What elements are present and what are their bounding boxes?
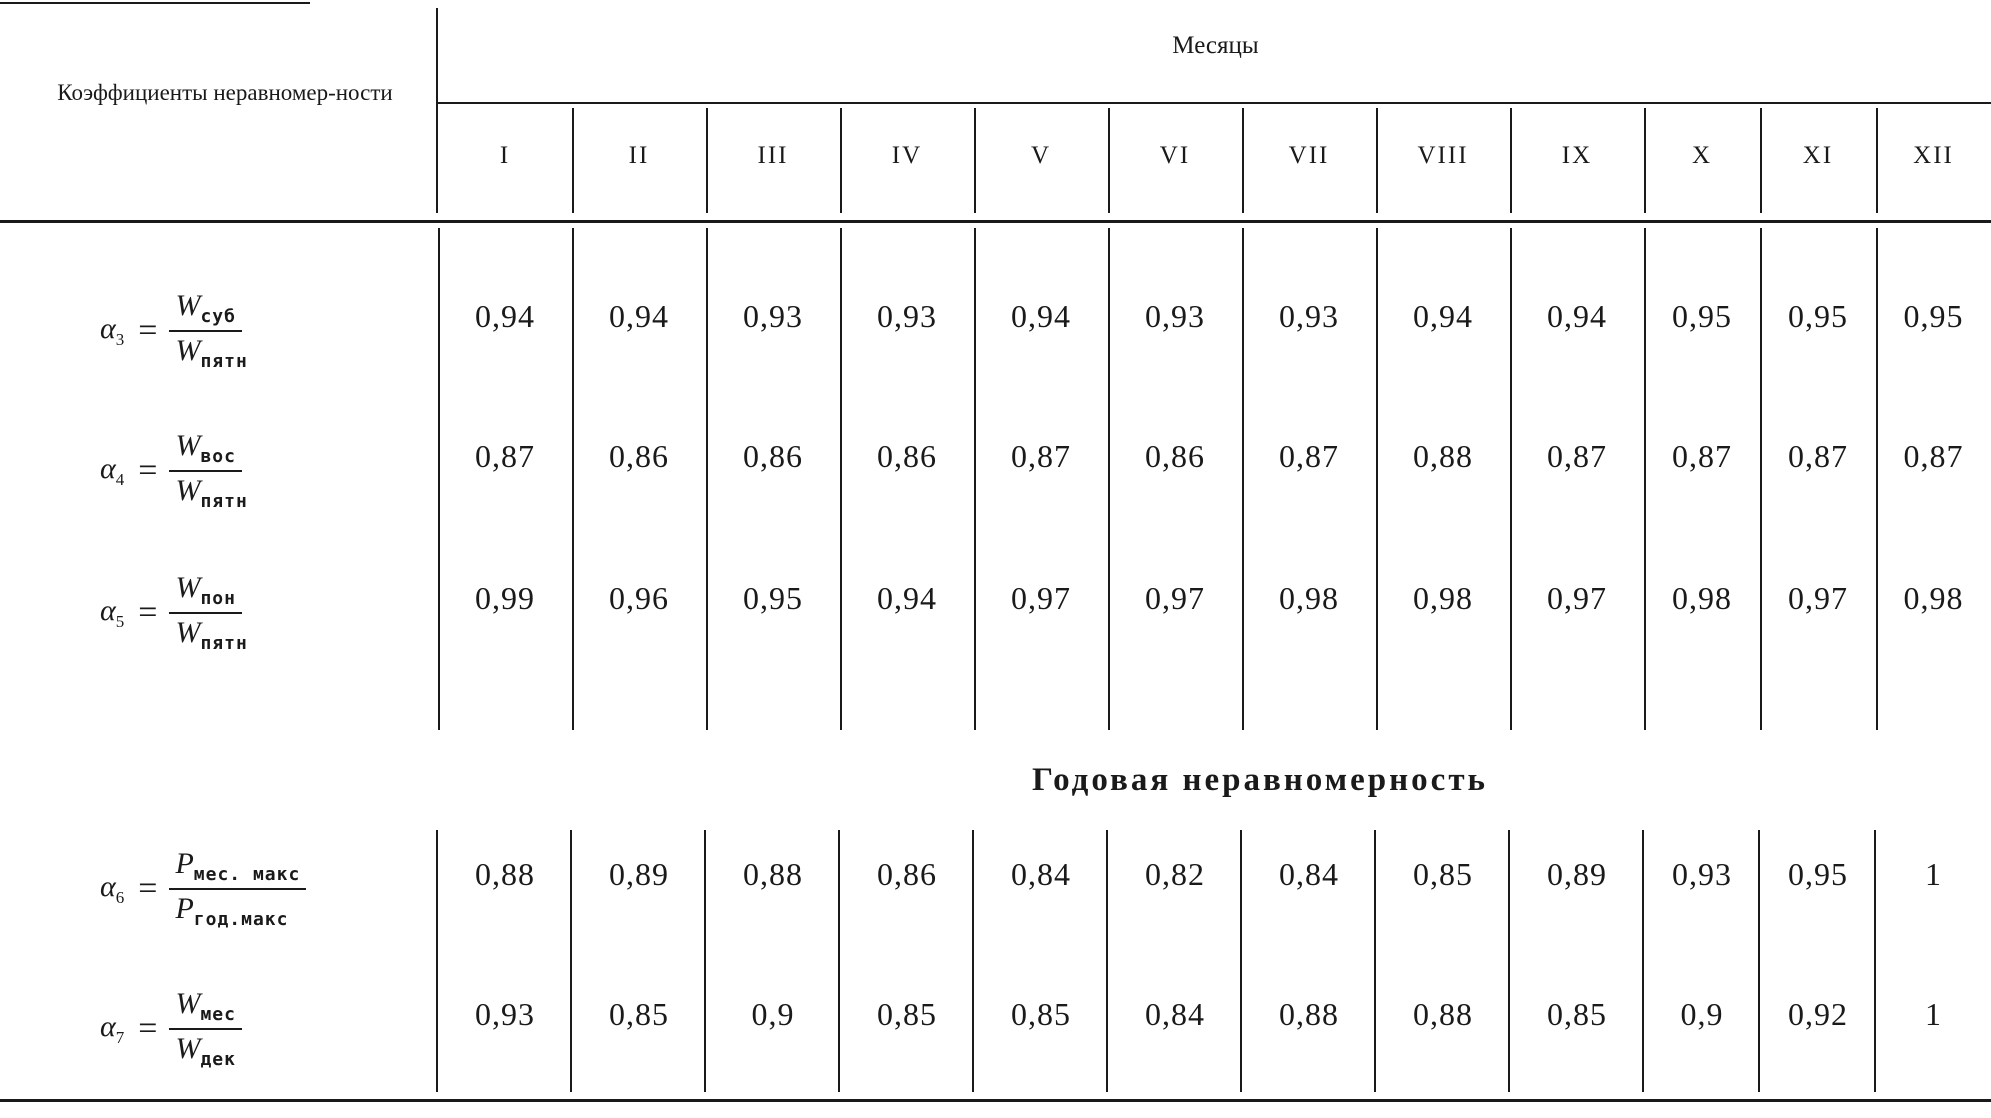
table-cell: 0,93 bbox=[475, 996, 535, 1032]
table-cell: 0,87 bbox=[1547, 438, 1607, 474]
table-cell: 0,87 bbox=[1011, 438, 1071, 474]
month-header-12: XII bbox=[1913, 142, 1954, 169]
month-header-10: X bbox=[1691, 142, 1713, 169]
fraction bbox=[169, 290, 253, 372]
table-cell: 0,88 bbox=[743, 856, 803, 892]
numerator: $W_{суб}$ bbox=[169, 290, 242, 332]
month-header-5: V bbox=[1030, 142, 1052, 169]
table-cell: 0,97 bbox=[1788, 580, 1848, 616]
denominator: $P_{год.макс}$ bbox=[175, 891, 289, 930]
table-cell: 1 bbox=[1925, 996, 1942, 1032]
fraction bbox=[169, 430, 253, 512]
equals-sign: = bbox=[138, 1009, 158, 1047]
month-header-3: III bbox=[757, 142, 789, 169]
table-cell: 0,93 bbox=[743, 298, 803, 334]
fraction bbox=[169, 848, 306, 930]
table-cell: 0,84 bbox=[1145, 996, 1205, 1032]
table-cell: 0,94 bbox=[1011, 298, 1071, 334]
month-header-column-line bbox=[572, 108, 574, 213]
table-cell: 0,98 bbox=[1672, 580, 1732, 616]
table-cell: 0,88 bbox=[1413, 996, 1473, 1032]
table-cell: 0,87 bbox=[475, 438, 535, 474]
table-cell: 0,85 bbox=[1413, 856, 1473, 892]
table-cell: 0,99 bbox=[475, 580, 535, 616]
month-header-column-line bbox=[1760, 108, 1762, 213]
table-cell: 0,87 bbox=[1279, 438, 1339, 474]
table-cell: 0,84 bbox=[1279, 856, 1339, 892]
fraction bbox=[169, 572, 253, 654]
coefficients-header: Коэффициенты неравномер-ности bbox=[57, 80, 393, 105]
equals-sign: = bbox=[138, 593, 158, 631]
table-cell: 0,92 bbox=[1788, 996, 1848, 1032]
month-header-6: VI bbox=[1159, 142, 1191, 169]
table-cell: 0,89 bbox=[1547, 856, 1607, 892]
month-header-11: XI bbox=[1802, 142, 1834, 169]
month-header-1: I bbox=[499, 142, 511, 169]
equals-sign: = bbox=[138, 869, 158, 907]
alpha-symbol: $\alpha_4$ bbox=[100, 451, 125, 489]
table-cell: 0,85 bbox=[1547, 996, 1607, 1032]
alpha-symbol: $\alpha_6$ bbox=[100, 869, 125, 907]
table-cell: 0,87 bbox=[1788, 438, 1848, 474]
months-divider-rule bbox=[438, 102, 1991, 104]
table-cell: 0,95 bbox=[743, 580, 803, 616]
months-header: Месяцы bbox=[1172, 32, 1259, 59]
denominator: $W_{пятн}$ bbox=[175, 615, 248, 654]
table-cell: 0,97 bbox=[1145, 580, 1205, 616]
top-rule bbox=[0, 2, 310, 4]
table-cell: 0,86 bbox=[877, 438, 937, 474]
table-cell: 0,95 bbox=[1903, 298, 1964, 334]
table-cell: 0,9 bbox=[751, 996, 795, 1032]
table-cell: 0,87 bbox=[1672, 438, 1732, 474]
month-header-column-line bbox=[974, 108, 976, 213]
table-cell: 0,94 bbox=[475, 298, 535, 334]
table-cell: 0,98 bbox=[1413, 580, 1473, 616]
numerator: $W_{вос}$ bbox=[169, 430, 242, 472]
month-header-column-line bbox=[706, 108, 708, 213]
table-cell: 0,93 bbox=[1672, 856, 1732, 892]
month-header-column-line bbox=[1376, 108, 1378, 213]
table-cell: 0,97 bbox=[1011, 580, 1071, 616]
coefficient-formula bbox=[100, 988, 242, 1070]
table-cell: 0,88 bbox=[1279, 996, 1339, 1032]
alpha-symbol: $\alpha_5$ bbox=[100, 593, 125, 631]
month-header-column-line bbox=[1644, 108, 1646, 213]
table-cell: 0,85 bbox=[1011, 996, 1071, 1032]
table-cell: 0,96 bbox=[609, 580, 669, 616]
table-cell: 0,93 bbox=[1279, 298, 1339, 334]
denominator: $W_{пятн}$ bbox=[175, 473, 248, 512]
table-cell: 0,88 bbox=[475, 856, 535, 892]
table-cell: 0,86 bbox=[743, 438, 803, 474]
numerator: $P_{мес. макс}$ bbox=[169, 848, 306, 890]
table-cell: 0,94 bbox=[609, 298, 669, 334]
month-header-7: VII bbox=[1288, 142, 1330, 169]
table-cell: 0,94 bbox=[1413, 298, 1473, 334]
table-cell: 0,82 bbox=[1145, 856, 1205, 892]
section-title-text: Годовая неравномерность bbox=[1032, 762, 1488, 798]
table-cell: 0,88 bbox=[1413, 438, 1473, 474]
header-bottom-rule bbox=[0, 220, 1991, 223]
table-cell: 0,98 bbox=[1903, 580, 1964, 616]
numerator: $W_{пон}$ bbox=[169, 572, 242, 614]
equals-sign: = bbox=[138, 451, 158, 489]
table-cell: 0,94 bbox=[1547, 298, 1607, 334]
header-column-line bbox=[436, 8, 438, 213]
coefficient-formula bbox=[100, 572, 254, 654]
fraction bbox=[169, 988, 242, 1070]
table-cell: 0,97 bbox=[1547, 580, 1607, 616]
month-header-column-line bbox=[1242, 108, 1244, 213]
month-header-2: II bbox=[628, 142, 650, 169]
table-cell: 0,86 bbox=[1145, 438, 1205, 474]
table-cell: 0,95 bbox=[1788, 856, 1848, 892]
table-cell: 0,93 bbox=[877, 298, 937, 334]
month-header-8: VIII bbox=[1417, 142, 1469, 169]
month-header-column-line bbox=[1510, 108, 1512, 213]
month-header-column-line bbox=[840, 108, 842, 213]
table-cell: 0,84 bbox=[1011, 856, 1071, 892]
month-header-column-line bbox=[1108, 108, 1110, 213]
coefficient-formula bbox=[100, 290, 254, 372]
table-cell: 0,86 bbox=[609, 438, 669, 474]
equals-sign: = bbox=[138, 311, 158, 349]
table-cell: 0,95 bbox=[1788, 298, 1848, 334]
month-header-9: IX bbox=[1561, 142, 1593, 169]
table-cell: 0,85 bbox=[609, 996, 669, 1032]
table-bottom-rule bbox=[0, 1099, 1991, 1102]
month-header-column-line bbox=[1876, 108, 1878, 213]
table-cell: 1 bbox=[1925, 856, 1942, 892]
table-cell: 0,94 bbox=[877, 580, 937, 616]
table-cell: 0,86 bbox=[877, 856, 937, 892]
denominator: $W_{дек}$ bbox=[175, 1031, 236, 1070]
table-cell: 0,9 bbox=[1680, 996, 1724, 1032]
alpha-symbol: $\alpha_3$ bbox=[100, 311, 125, 349]
denominator: $W_{пятн}$ bbox=[175, 333, 248, 372]
table-cell: 0,98 bbox=[1279, 580, 1339, 616]
table-cell: 0,93 bbox=[1145, 298, 1205, 334]
annual-section-title bbox=[0, 762, 1991, 799]
table-cell: 0,89 bbox=[609, 856, 669, 892]
table-cell: 0,87 bbox=[1903, 438, 1964, 474]
coefficient-formula bbox=[100, 430, 254, 512]
numerator: $W_{мес}$ bbox=[169, 988, 242, 1030]
table-cell: 0,95 bbox=[1672, 298, 1732, 334]
coefficient-formula bbox=[100, 848, 306, 930]
alpha-symbol: $\alpha_7$ bbox=[100, 1009, 125, 1047]
table-cell: 0,85 bbox=[877, 996, 937, 1032]
month-header-4: IV bbox=[891, 142, 923, 169]
